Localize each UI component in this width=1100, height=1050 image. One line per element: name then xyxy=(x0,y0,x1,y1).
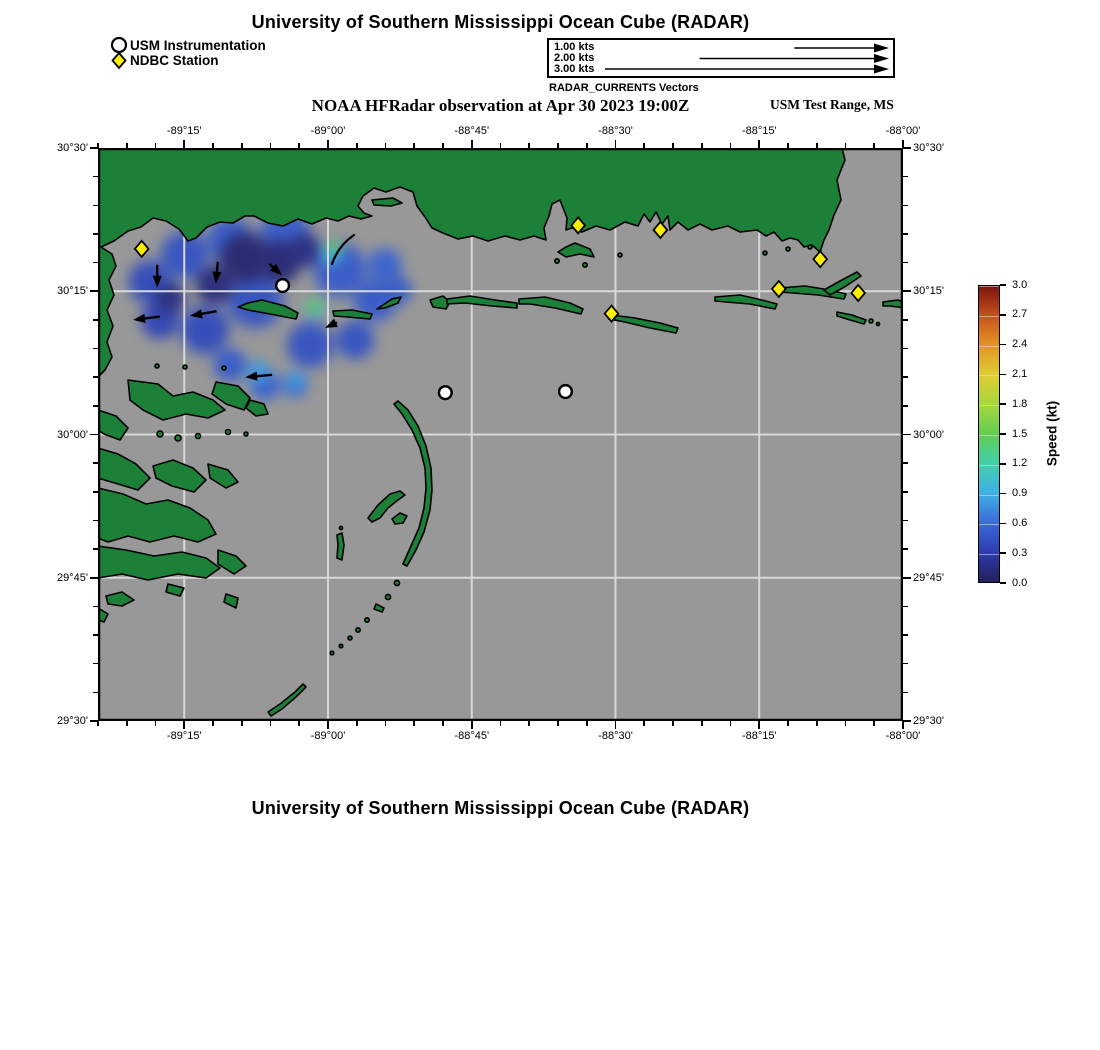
legend-symbols xyxy=(108,34,132,76)
scale-arrow-head xyxy=(874,54,889,63)
horn-island xyxy=(609,315,678,333)
vertical-islet xyxy=(337,533,344,560)
tick-mark xyxy=(816,143,818,148)
tick-mark xyxy=(93,548,98,550)
tick-mark xyxy=(902,721,904,729)
tick-mark xyxy=(903,634,908,636)
tick-mark xyxy=(93,606,98,608)
observation-subtitle: NOAA HFRadar observation at Apr 30 2023 19:00Z xyxy=(311,96,690,115)
lat-label-right: 30°00' xyxy=(913,428,944,441)
lon-label-bottom: -88°45' xyxy=(454,730,490,742)
colorbar-tick-label: 1.2 xyxy=(1012,457,1028,470)
tick-mark xyxy=(212,721,214,726)
tick-mark xyxy=(845,721,847,726)
scale-arrow-head xyxy=(874,44,889,53)
east-curved-bit xyxy=(837,312,866,324)
scale-2kt-label: 2.00 kts xyxy=(554,52,595,64)
tick-mark xyxy=(672,143,674,148)
colorbar-segment-line xyxy=(979,524,999,525)
colorbar-tick-label: 0.3 xyxy=(1012,546,1028,559)
ndbc-diamond-icon xyxy=(113,53,126,68)
lat-label-left: 30°00' xyxy=(57,428,88,441)
marsh-12c xyxy=(166,584,184,596)
tick-mark xyxy=(126,143,128,148)
tick-mark xyxy=(385,721,387,726)
lon-label-bottom: -89°15' xyxy=(166,730,202,742)
tick-mark xyxy=(327,140,329,148)
tick-mark xyxy=(298,143,300,148)
colorbar-tick-label: 1.8 xyxy=(1012,397,1028,410)
colorbar-tick-label: 0.9 xyxy=(1012,487,1028,500)
tick-mark xyxy=(903,520,908,522)
marsh-7 xyxy=(153,460,206,492)
tick-mark xyxy=(93,319,98,321)
angled-islet xyxy=(392,513,407,524)
tick-mark xyxy=(873,721,875,726)
tick-mark xyxy=(90,577,98,579)
test-range-label: USM Test Range, MS xyxy=(770,97,894,112)
colorbar-tick xyxy=(1000,374,1006,376)
lon-label-bottom: -88°15' xyxy=(741,730,777,742)
tick-mark xyxy=(903,205,908,207)
lon-label-bottom: -88°00' xyxy=(885,730,921,742)
colorbar-tick xyxy=(1000,552,1006,554)
ndbc-station-marker xyxy=(813,251,827,267)
scale-3kt-label: 3.00 kts xyxy=(554,63,595,75)
lon-label-bottom: -88°30' xyxy=(598,730,633,742)
tick-mark xyxy=(93,692,98,694)
tick-mark xyxy=(730,721,732,726)
tick-mark xyxy=(270,721,272,726)
tick-mark xyxy=(90,147,98,149)
tick-mark xyxy=(90,434,98,436)
scale-arrows xyxy=(549,40,893,76)
colorbar-tick-label: 2.4 xyxy=(1012,338,1028,351)
tick-mark xyxy=(471,140,473,148)
legend-ndbc-label: NDBC Station xyxy=(130,53,219,68)
usm-station-marker xyxy=(439,386,452,399)
colorbar-tick-label: 0.0 xyxy=(1012,576,1028,589)
tick-mark xyxy=(93,663,98,665)
tick-mark xyxy=(903,577,911,579)
tick-mark xyxy=(903,348,908,350)
tick-mark xyxy=(442,721,444,726)
tick-mark xyxy=(183,721,185,729)
tick-mark xyxy=(873,143,875,148)
tick-mark xyxy=(903,692,908,694)
vector-head xyxy=(190,309,203,318)
colorbar-segment-line xyxy=(979,286,999,287)
colorbar-tick-label: 2.7 xyxy=(1012,308,1028,321)
lon-label-top: -89°15' xyxy=(166,125,202,137)
ship-island-east xyxy=(519,297,583,314)
colorbar-tick xyxy=(1000,493,1006,495)
east-island-bits xyxy=(883,300,903,308)
tick-mark xyxy=(93,520,98,522)
bay-islet xyxy=(372,198,402,206)
curlew-island xyxy=(268,684,306,716)
colorbar-tick xyxy=(1000,403,1006,405)
colorbar-segment-line xyxy=(979,346,999,347)
tick-mark xyxy=(500,143,502,148)
tick-mark xyxy=(615,721,617,729)
tick-mark xyxy=(903,290,911,292)
tick-mark xyxy=(413,143,415,148)
tick-mark xyxy=(672,721,674,726)
vector-head xyxy=(153,276,162,288)
colorbar-segment-line xyxy=(979,375,999,376)
tick-mark xyxy=(126,721,128,726)
colorbar-tick xyxy=(1000,344,1006,346)
tick-mark xyxy=(270,143,272,148)
tick-mark xyxy=(903,491,908,493)
tick-mark xyxy=(93,233,98,235)
tick-mark xyxy=(212,143,214,148)
lon-label-bottom: -89°00' xyxy=(310,730,346,742)
tick-mark xyxy=(903,663,908,665)
tick-mark xyxy=(93,462,98,464)
tick-mark xyxy=(298,721,300,726)
figure-title-bottom: University of Southern Mississippi Ocean Cube (RADAR) xyxy=(251,798,750,818)
colorbar-segment-line xyxy=(979,405,999,406)
current-vector-arrows xyxy=(133,262,338,381)
tick-mark xyxy=(903,319,908,321)
tick-mark xyxy=(528,721,530,726)
lon-label-top: -88°30' xyxy=(598,125,633,137)
lat-label-right: 29°45' xyxy=(913,571,944,584)
lon-label-top: -89°00' xyxy=(310,125,346,137)
colorbar-segment-line xyxy=(979,465,999,466)
grass-island-mid xyxy=(333,310,372,319)
tick-mark xyxy=(903,462,908,464)
marsh-12b xyxy=(224,594,238,608)
tick-mark xyxy=(356,143,358,148)
marsh-8 xyxy=(208,464,238,488)
usm-station-marker xyxy=(276,279,289,292)
tick-mark xyxy=(413,721,415,726)
dog-keys-island xyxy=(715,295,777,309)
tick-mark xyxy=(557,143,559,148)
tick-mark xyxy=(93,348,98,350)
tick-mark xyxy=(241,721,243,726)
colorbar-tick xyxy=(1000,284,1006,286)
tick-mark xyxy=(903,720,911,722)
tick-mark xyxy=(471,721,473,729)
tick-mark xyxy=(93,491,98,493)
tick-mark xyxy=(155,721,157,726)
tick-mark xyxy=(730,143,732,148)
tick-mark xyxy=(758,140,760,148)
annotations xyxy=(332,235,354,264)
tick-mark xyxy=(701,721,703,726)
tick-mark xyxy=(903,376,908,378)
tick-mark xyxy=(816,721,818,726)
ndbc-station-marker xyxy=(851,285,865,301)
ndbc-station-marker xyxy=(772,281,786,297)
colorbar-tick-label: 0.6 xyxy=(1012,516,1028,529)
marsh-1 xyxy=(128,380,225,420)
marsh-10 xyxy=(98,546,220,580)
tick-mark xyxy=(90,720,98,722)
tick-mark xyxy=(586,721,588,726)
chandeleur-bit xyxy=(374,604,384,612)
tick-mark xyxy=(155,143,157,148)
map-overlay xyxy=(98,148,903,721)
tick-mark xyxy=(557,721,559,726)
lon-label-top: -88°00' xyxy=(885,125,921,137)
colorbar-tick xyxy=(1000,314,1006,316)
grass-island-east xyxy=(377,297,401,309)
tick-mark xyxy=(903,548,908,550)
tick-mark xyxy=(903,233,908,235)
tick-mark xyxy=(442,143,444,148)
vector-scale-caption: RADAR_CURRENTS Vectors xyxy=(549,82,699,94)
tick-mark xyxy=(845,143,847,148)
marsh-12a xyxy=(106,592,134,606)
tick-mark xyxy=(385,143,387,148)
map-canvas xyxy=(98,148,903,721)
lat-label-right: 30°30' xyxy=(913,142,944,154)
colorbar-segment-line xyxy=(979,495,999,496)
vector-scale-box xyxy=(547,38,895,78)
deer-island xyxy=(558,243,594,257)
lon-label-top: -88°45' xyxy=(454,125,490,137)
tick-mark xyxy=(93,176,98,178)
tick-mark xyxy=(93,376,98,378)
tick-mark xyxy=(356,721,358,726)
ndbc-station-marker xyxy=(135,241,149,257)
tick-mark xyxy=(903,262,908,264)
tick-mark xyxy=(241,143,243,148)
tick-mark xyxy=(787,143,789,148)
tick-mark xyxy=(93,262,98,264)
colorbar-tick-label: 1.5 xyxy=(1012,427,1028,440)
marsh-11 xyxy=(218,550,246,574)
lat-label-left: 29°45' xyxy=(57,571,88,584)
colorbar-tick xyxy=(1000,582,1006,584)
colorbar-tick-label: 3.0 xyxy=(1012,278,1028,291)
legend-usm-label: USM Instrumentation xyxy=(130,38,266,53)
lat-label-right: 30°15' xyxy=(913,285,944,298)
tick-mark xyxy=(183,140,185,148)
current-streamline-curve xyxy=(332,235,354,264)
tick-mark xyxy=(586,143,588,148)
lat-label-left: 30°15' xyxy=(57,285,88,298)
chandeleur-arc xyxy=(394,401,432,566)
tick-mark xyxy=(787,721,789,726)
lat-label-left: 30°30' xyxy=(57,142,88,154)
landmask xyxy=(98,148,903,716)
tick-mark xyxy=(643,143,645,148)
tick-mark xyxy=(701,143,703,148)
tick-mark xyxy=(93,634,98,636)
ndbc-station-marker xyxy=(654,222,668,238)
colorbar-segment-line xyxy=(979,554,999,555)
tick-mark xyxy=(643,721,645,726)
speed-colorbar xyxy=(978,285,1000,583)
tick-mark xyxy=(528,143,530,148)
colorbar-title: Speed (kt) xyxy=(1044,400,1060,467)
tick-mark xyxy=(90,290,98,292)
colorbar-segment-line xyxy=(979,316,999,317)
colorbar-tick xyxy=(1000,433,1006,435)
usm-station-marker xyxy=(559,385,572,398)
tick-mark xyxy=(903,147,911,149)
lat-label-right: 29°30' xyxy=(913,715,944,727)
vector-head xyxy=(133,314,145,323)
tick-mark xyxy=(93,405,98,407)
usm-circle-icon xyxy=(112,38,126,52)
grass-island-west xyxy=(238,300,298,319)
tick-mark xyxy=(758,721,760,729)
tick-mark xyxy=(903,405,908,407)
tick-mark xyxy=(93,205,98,207)
colorbar-tick xyxy=(1000,523,1006,525)
lat-label-left: 29°30' xyxy=(57,715,88,727)
vector-head xyxy=(212,271,221,283)
tick-mark xyxy=(903,434,911,436)
colorbar-tick-label: 2.1 xyxy=(1012,367,1028,380)
ship-island-west xyxy=(447,296,517,308)
marsh-9 xyxy=(98,488,216,542)
tick-mark xyxy=(327,721,329,729)
lon-label-top: -88°15' xyxy=(741,125,777,137)
tick-mark xyxy=(615,140,617,148)
colorbar-segment-line xyxy=(979,435,999,436)
tick-mark xyxy=(903,606,908,608)
scale-1kt-label: 1.00 kts xyxy=(554,41,595,53)
marsh-3 xyxy=(246,400,268,416)
scale-arrow-head xyxy=(874,65,889,74)
tick-mark xyxy=(903,176,908,178)
figure-title-top: University of Southern Mississippi Ocean Cube (RADAR) xyxy=(251,12,750,32)
tick-mark xyxy=(500,721,502,726)
colorbar-tick xyxy=(1000,463,1006,465)
vector-head xyxy=(245,372,257,381)
marsh-6 xyxy=(98,448,150,490)
